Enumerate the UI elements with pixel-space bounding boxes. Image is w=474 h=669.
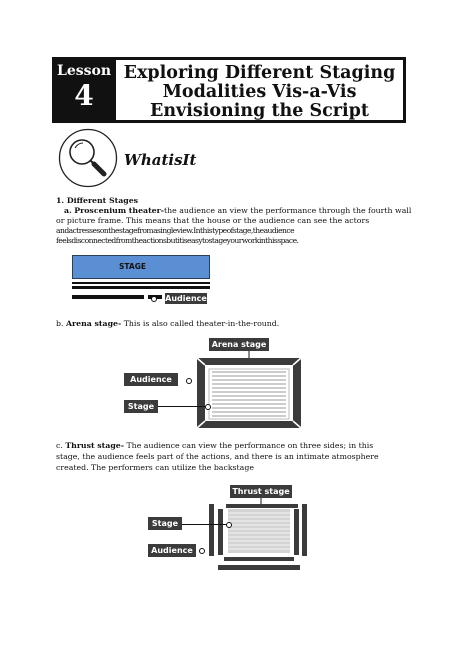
thrust-line-3: created. The performers can utilize the backstage [56,463,254,472]
title-box [116,57,406,123]
arena-stage-label: Stage [124,400,158,413]
arena-letter: b. [56,319,64,328]
title-line-3: Envisioning the Script [150,101,369,121]
arena-title-label: Arena stage [209,338,269,351]
thrust-line-1 [56,441,373,452]
thrust-letter: c. [56,441,63,450]
thrust-audience-pointer [199,548,205,554]
proscenium-audience-row [72,295,144,299]
arena-stage-diagram [196,350,302,432]
thrust-text-1: The audience can view the performance on three sides; in this [124,441,374,450]
title-line-2: Modalities Vis-a-Vis [162,82,357,102]
proscenium-line-1 [64,206,411,217]
thrust-stage-pointer-line [180,524,228,525]
pointer-dot [151,296,157,302]
title-line-1: Exploring Different Staging [123,63,396,83]
lesson-badge [52,57,116,123]
proscenium-apron [72,282,210,284]
magnifying-glass-icon [58,128,118,188]
thrust-stage-pointer [226,522,232,528]
thrust-line-2: stage, the audience feels part of the actions, and there is an intimate atmosphere [56,452,379,461]
lesson-word: Lesson [56,63,112,79]
thrust-label: Thrust stage- [65,441,124,450]
page-title [116,64,403,121]
proscenium-stage [72,255,210,279]
audience-label: Audience [165,294,207,303]
arena-line [56,319,279,330]
thrust-stage-diagram [206,497,312,575]
arena-audience-label: Audience [124,373,178,386]
thrust-stage-label: Stage [148,517,182,530]
proscenium-text-1: the audience an view the performance through the fourth wall [164,206,412,215]
section-heading: WhatisIt [124,151,197,169]
proscenium-line-3: andactressesonthestagefromasingleview.Inthistypeofstage,theaudience [56,226,295,235]
thrust-audience-label: Audience [148,544,196,557]
proscenium-front-edge [72,286,210,289]
lesson-number: 4 [74,79,94,112]
stage-label: STAGE [119,262,147,271]
arena-stage-pointer-line [158,406,206,407]
arena-stage-pointer [205,404,211,410]
list-heading: 1. Different Stages [56,196,139,205]
arena-audience-pointer [186,378,192,384]
proscenium-letter: a. [64,206,72,215]
arena-label: Arena stage- [65,319,122,328]
proscenium-line-2: or picture frame. This means that the house or the audience can see the actors [56,216,370,225]
proscenium-label: Proscenium theater- [74,206,164,215]
arena-text: This is also called theater-in-the-round. [121,319,280,328]
thrust-title-label: Thrust stage [230,485,292,498]
proscenium-line-4: feelsdisconnectedfromtheactionsbutitiseasytostageyourworkinthisspace. [56,236,299,245]
